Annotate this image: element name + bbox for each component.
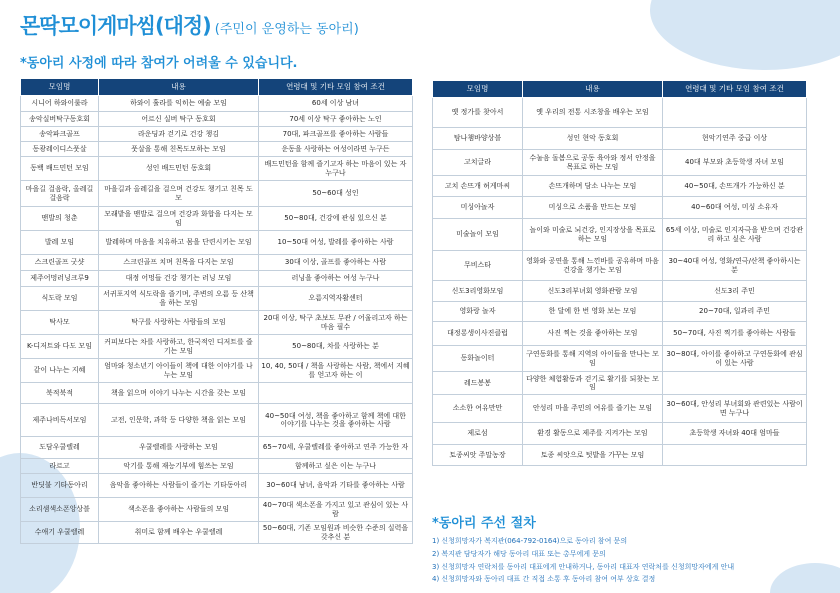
procedure-steps <box>432 535 734 586</box>
cell-content: 옛 우리의 전통 시조창을 배우는 모임 <box>523 98 663 128</box>
table-row <box>21 437 413 459</box>
table-row <box>433 128 807 150</box>
cell-name: K-디저트와 다도 모임 <box>21 335 99 359</box>
cell-content: 악기를 통해 재능기부에 힘쓰는 모임 <box>99 459 259 474</box>
cell-name: 제주어멍러닝크루9 <box>21 271 99 287</box>
cell-conditions: 20대 이상, 탁구 초보도 무관 / 어울리고자 하는 마음 필수 <box>259 311 413 335</box>
club-rows-left <box>21 96 413 544</box>
cell-content: 풋살을 통해 친목도모하는 모임 <box>99 142 259 157</box>
cell-conditions: 운동을 사랑하는 여성이라면 누구든 <box>259 142 413 157</box>
table-row <box>433 197 807 219</box>
table-row <box>21 181 413 207</box>
table-row <box>433 346 807 372</box>
cell-content: 서귀포지역 식도락을 즐기며, 주변의 오름 등 산책을 하는 모임 <box>99 287 259 311</box>
cell-content: 다양한 체험활동과 걷기로 활기를 되찾는 모임 <box>523 372 663 395</box>
table-row <box>433 302 807 322</box>
cell-conditions: 초등학생 자녀와 40대 엄마들 <box>663 423 807 445</box>
cell-name: 제로섬 <box>433 423 523 445</box>
cell-conditions: 30~80대, 아이를 좋아하고 구연동화에 관심이 있는 사람 <box>663 346 807 372</box>
table-row <box>21 142 413 157</box>
decorative-blob-top-right <box>650 0 840 70</box>
cell-conditions: 40~60대 여성, 미싱 소유자 <box>663 197 807 219</box>
cell-name: 동화놀이터 <box>433 346 523 372</box>
cell-name: 미술놀이 모임 <box>433 219 523 251</box>
table-row <box>21 383 413 404</box>
cell-conditions: 50~60대 성인 <box>259 181 413 207</box>
cell-conditions: 65세 이상, 미술로 인지자극을 받으며 건강관리 하고 싶은 사람 <box>663 219 807 251</box>
table-row <box>21 231 413 255</box>
decorative-blob-bottom-right <box>770 563 840 593</box>
cell-conditions: 40~50대 여성, 책을 좋아하고 함께 책에 대한 이야기를 나누는 것을 좋아하는 사람 <box>259 404 413 437</box>
cell-content: 수눌음 돌봄으로 공동 육아와 정서 안정을 목표로 하는 모임 <box>523 150 663 176</box>
table-row <box>21 157 413 181</box>
cell-conditions: 65~70세, 우쿨렐레를 좋아하고 연주 가능한 자 <box>259 437 413 459</box>
table-row <box>433 395 807 423</box>
cell-content: 모래밭을 맨발로 걸으며 건강과 화합을 다지는 모임 <box>99 207 259 231</box>
cell-name: 마을길 걸음락, 올레길 걸음락 <box>21 181 99 207</box>
cell-name: 고치 손뜨개 허게마씨 <box>433 176 523 197</box>
cell-conditions: 20~70대, 일과리 주민 <box>663 302 807 322</box>
cell-conditions: 70대, 파크골프를 좋아하는 사람들 <box>259 127 413 142</box>
cell-name: 맨발의 청춘 <box>21 207 99 231</box>
cell-name: 무비스타 <box>433 251 523 281</box>
cell-conditions: 40~70대 색소폰을 가지고 있고 관심이 있는 사람 <box>259 498 413 522</box>
cell-content: 대정 어멍들 건강 챙기는 러닝 모임 <box>99 271 259 287</box>
table-row <box>433 423 807 445</box>
table-row <box>21 96 413 112</box>
procedure-step: 1) 신청희망자가 복지관(064-792-0164)으로 동아리 참여 문의 <box>432 537 628 545</box>
table-row <box>21 127 413 142</box>
cell-conditions <box>663 445 807 466</box>
table-row <box>21 112 413 127</box>
cell-conditions: 러닝을 좋아하는 여성 누구나 <box>259 271 413 287</box>
cell-content: 커피보다는 차를 사랑하고, 한국적인 디저트를 즐기는 모임 <box>99 335 259 359</box>
cell-content: 환경 활동으로 제주를 지켜가는 모임 <box>523 423 663 445</box>
page-header <box>20 10 359 40</box>
cell-name: 같이 나누는 지혜 <box>21 359 99 383</box>
cell-conditions <box>663 98 807 128</box>
table-row <box>433 281 807 302</box>
cell-conditions: 10, 40, 50대 / 책을 사랑하는 사람, 책에서 지혜를 얻고자 하는 이 <box>259 359 413 383</box>
table-header-row <box>433 81 807 98</box>
cell-conditions: 50~80대, 차를 사랑하는 분 <box>259 335 413 359</box>
cell-name: 식도락 모임 <box>21 287 99 311</box>
club-rows-right <box>433 98 807 466</box>
cell-conditions: 30~60대 남녀, 음악과 기타를 좋아하는 사람 <box>259 474 413 498</box>
cell-name: 소소한 여유만만 <box>433 395 523 423</box>
table-row <box>433 251 807 281</box>
table-row <box>433 372 807 395</box>
club-table-left <box>20 78 413 544</box>
cell-name: 탁사모 <box>21 311 99 335</box>
procedure-step: 2) 복지관 담당자가 해당 동아리 대표 또는 총무에게 문의 <box>432 549 606 558</box>
cell-content: 어르신 실버 탁구 동호회 <box>99 112 259 127</box>
table-row <box>433 98 807 128</box>
cell-content: 놀이와 미술로 뇌건강, 인지장상을 목표로 하는 모임 <box>523 219 663 251</box>
cell-content: 구연동화를 통해 지역의 아이들을 만나는 모임 <box>523 346 663 372</box>
cell-content: 미싱으로 소품을 만드는 모임 <box>523 197 663 219</box>
cell-conditions: 10~50대 여성, 발레를 좋아하는 사람 <box>259 231 413 255</box>
cell-name: 동광레이디스풋살 <box>21 142 99 157</box>
cell-content: 취미로 함께 배우는 우쿨렐레 <box>99 522 259 544</box>
cell-content: 색소폰을 좋아하는 사람들의 모임 <box>99 498 259 522</box>
column-header-conditions: 연령대 및 기타 모임 참여 조건 <box>663 81 807 98</box>
cell-name: 소리샘색소폰앙상블 <box>21 498 99 522</box>
cell-name: 영화랑 놀자 <box>433 302 523 322</box>
cell-name: 송악실버탁구동호회 <box>21 112 99 127</box>
cell-name: 북적북적 <box>21 383 99 404</box>
procedure-step: 3) 신청희망자 연락처를 동아리 대표에게 안내하거나, 동아리 대표자 연락처를 신청희망자에게 안내 <box>432 562 735 571</box>
cell-conditions: 신도3리 주민 <box>663 281 807 302</box>
participation-notice: *동아리 사정에 따라 참여가 어려울 수 있습니다. <box>20 56 298 71</box>
cell-content: 음악을 좋아하는 사람들이 즐기는 기타동아리 <box>99 474 259 498</box>
table-row <box>433 219 807 251</box>
table-row <box>21 522 413 544</box>
table-row <box>21 271 413 287</box>
column-header-name: 모임명 <box>433 81 523 98</box>
table-row <box>433 150 807 176</box>
cell-content: 안성리 마을 주민의 여유를 즐기는 모임 <box>523 395 663 423</box>
cell-conditions <box>259 383 413 404</box>
cell-conditions: 배드민턴을 함께 즐기고자 하는 마음이 있는 자 누구나 <box>259 157 413 181</box>
cell-conditions: 50~70대, 사진 찍기를 좋아하는 사람들 <box>663 322 807 346</box>
cell-conditions <box>663 372 807 395</box>
cell-content: 하와이 훌라를 익히는 예술 모임 <box>99 96 259 112</box>
table-row <box>21 498 413 522</box>
table-header-row <box>21 79 413 96</box>
cell-name: 시니어 하와이룰라 <box>21 96 99 112</box>
cell-content: 스크린골프 치며 친목을 다지는 모임 <box>99 255 259 271</box>
cell-name: 수애기 우쿨렐레 <box>21 522 99 544</box>
table-row <box>21 287 413 311</box>
cell-conditions: 50~80대, 건강에 관심 있으신 분 <box>259 207 413 231</box>
cell-content: 성인 배드민턴 동호회 <box>99 157 259 181</box>
cell-content: 엄마와 청소년기 아이들이 책에 대한 이야기를 나누는 모임 <box>99 359 259 383</box>
cell-conditions: 30~60대, 안성리 부녀회와 관련있는 사람이면 누구나 <box>663 395 807 423</box>
table-row <box>21 207 413 231</box>
cell-content: 마을길과 올레길을 걸으며 건강도 챙기고 친목 도모 <box>99 181 259 207</box>
cell-content: 고전, 인문학, 과학 등 다양한 책을 읽는 모임 <box>99 404 259 437</box>
cell-content: 성인 현악 동호회 <box>523 128 663 150</box>
cell-conditions: 50~60대, 기존 모임원과 비슷한 수준의 실력을 갖추신 분 <box>259 522 413 544</box>
cell-name: 스크린골프 굿샷 <box>21 255 99 271</box>
cell-name: 대정롱생이사진클럽 <box>433 322 523 346</box>
cell-conditions: 40대 부모와 초등학생 자녀 모임 <box>663 150 807 176</box>
table-row <box>21 404 413 437</box>
cell-name: 토종씨앗 주말농장 <box>433 445 523 466</box>
cell-name: 도담우쿨렐레 <box>21 437 99 459</box>
cell-conditions: 40~50대, 손뜨개가 가능하신 분 <box>663 176 807 197</box>
cell-conditions: 60세 이상 남녀 <box>259 96 413 112</box>
cell-content: 탁구를 사랑하는 사람들의 모임 <box>99 311 259 335</box>
cell-content: 책을 읽으며 이야기 나누는 시간을 갖는 모임 <box>99 383 259 404</box>
cell-name: 라르고 <box>21 459 99 474</box>
procedure-title: *동아리 주선 절차 <box>432 516 536 531</box>
cell-content: 토종 씨앗으로 텃밭을 가꾸는 모임 <box>523 445 663 466</box>
cell-content: 라운딩과 걷기로 건강 챙김 <box>99 127 259 142</box>
cell-name: 신도3리영화모임 <box>433 281 523 302</box>
procedure-step: 4) 신청희망자와 동아리 대표 간 직접 소통 후 동아리 참여 여부 상호 결정 <box>432 575 656 584</box>
table-row <box>21 474 413 498</box>
cell-content: 한 달에 한 번 영화 보는 모임 <box>523 302 663 322</box>
table-row <box>21 359 413 383</box>
cell-conditions: 현악기연주 중급 이상 <box>663 128 807 150</box>
cell-conditions: 함께하고 싶은 이는 누구나 <box>259 459 413 474</box>
column-header-conditions: 연령대 및 기타 모임 참여 조건 <box>259 79 413 96</box>
cell-content: 사진 찍는 것을 좋아하는 모임 <box>523 322 663 346</box>
cell-name: 탐나챔바양상블 <box>433 128 523 150</box>
table-row <box>433 322 807 346</box>
table-row <box>21 335 413 359</box>
cell-conditions: 70세 이상 탁구 좋아하는 노인 <box>259 112 413 127</box>
table-row <box>21 459 413 474</box>
cell-name: 옛 정가를 찾아서 <box>433 98 523 128</box>
cell-name: 동백 배드민턴 모임 <box>21 157 99 181</box>
column-header-name: 모임명 <box>21 79 99 96</box>
cell-name: 미싱아놀자 <box>433 197 523 219</box>
club-table-right <box>432 80 807 466</box>
cell-conditions: 30~40대 여성, 영화/연극/산책 좋아하시는 분 <box>663 251 807 281</box>
table-row <box>433 445 807 466</box>
table-row <box>21 255 413 271</box>
cell-content: 우쿨렐레를 사랑하는 모임 <box>99 437 259 459</box>
column-header-content: 내용 <box>523 81 663 98</box>
cell-content: 발레하며 마음을 치유하고 몸을 단련시키는 모임 <box>99 231 259 255</box>
page-title: 몬딱모이게마씸(대정) <box>20 14 211 38</box>
cell-name: 송악파크골프 <box>21 127 99 142</box>
column-header-content: 내용 <box>99 79 259 96</box>
cell-content: 손뜨개하며 담소 나누는 모임 <box>523 176 663 197</box>
table-row <box>21 311 413 335</box>
cell-conditions: 오름지역자활센터 <box>259 287 413 311</box>
cell-name: 레드봉봉 <box>433 372 523 395</box>
cell-name: 제주나비독서모임 <box>21 404 99 437</box>
cell-name: 고치글라 <box>433 150 523 176</box>
cell-name: 반딧불 기타동아리 <box>21 474 99 498</box>
page-subtitle: (주민이 운영하는 동아리) <box>214 22 359 37</box>
table-row <box>433 176 807 197</box>
cell-conditions: 30대 이상, 골프를 좋아하는 사람 <box>259 255 413 271</box>
cell-content: 영화와 공연을 통해 느낀바를 공유하며 마음 건강을 챙기는 모임 <box>523 251 663 281</box>
cell-name: 발레 모임 <box>21 231 99 255</box>
cell-content: 신도3리부녀회 영화관람 모임 <box>523 281 663 302</box>
